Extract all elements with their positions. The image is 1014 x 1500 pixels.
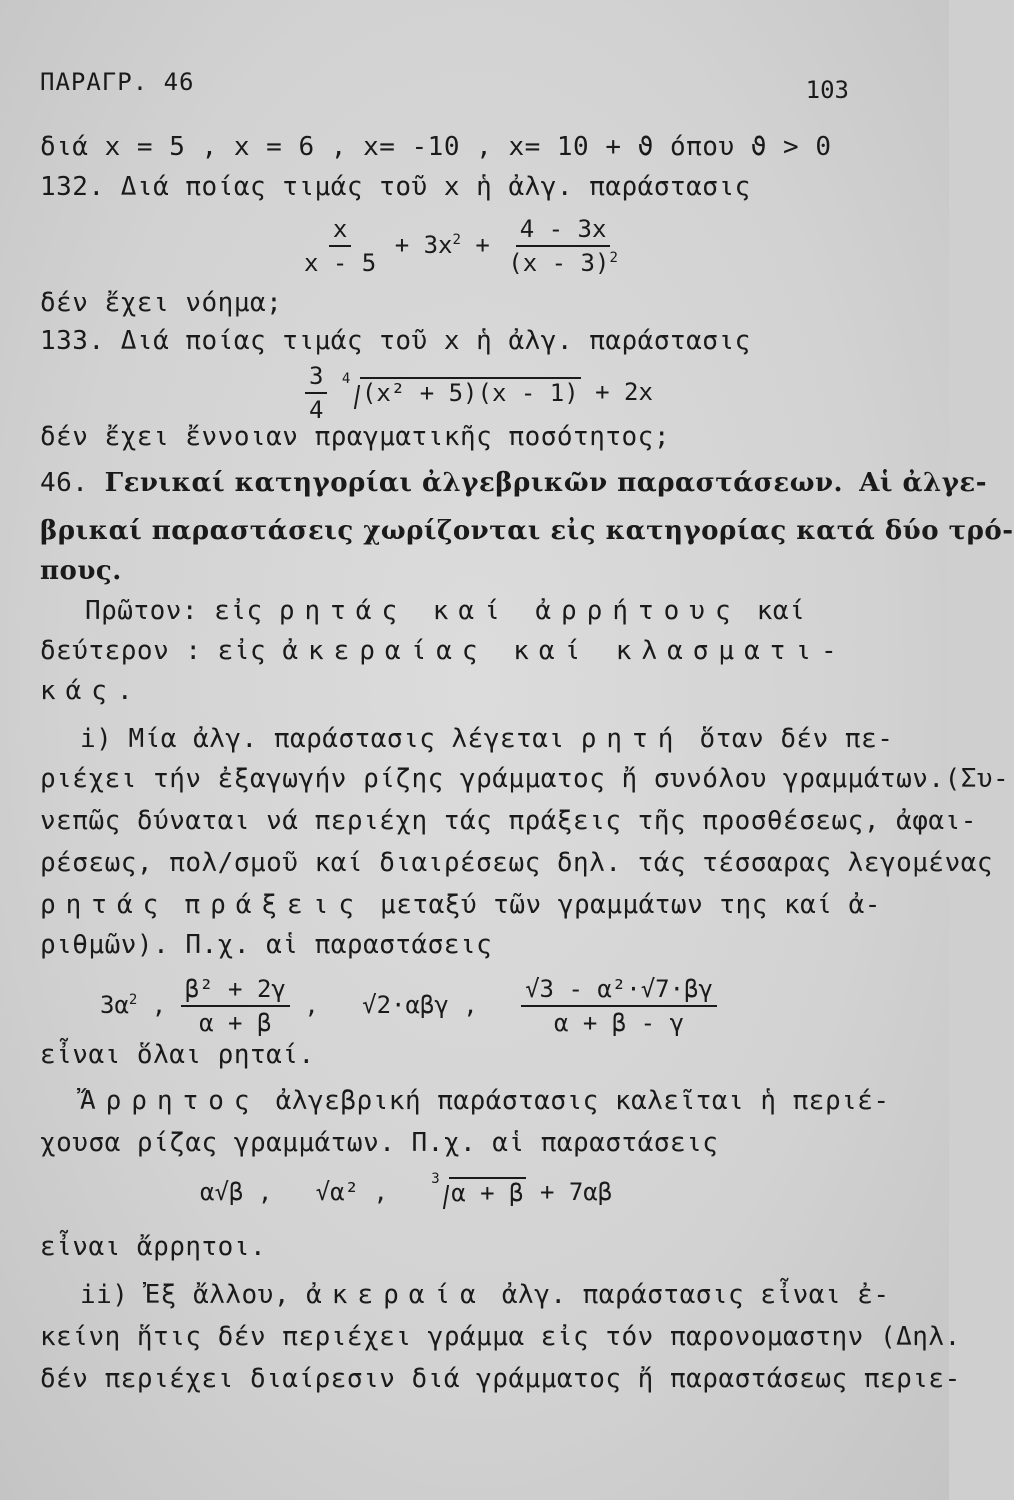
formula-132 — [300, 215, 622, 277]
numerator: β² + 2γ — [181, 975, 290, 1007]
text-fragment: ἀλγεβρική παράστασις καλεῖται ἡ περιέ- — [275, 1086, 890, 1116]
text-line — [80, 1280, 890, 1310]
root-index: 3 — [431, 1171, 440, 1187]
exponent: 2 — [609, 250, 618, 266]
text-fragment: i) Μία ἀλγ. παράστασις λέγεται — [80, 724, 565, 754]
text-line: δέν ἔχει ἔννοιαν πραγματικῆς ποσότητος; — [40, 422, 670, 452]
emphasized-term: ρητάς καί ἀρρήτους — [278, 596, 741, 626]
fraction — [521, 975, 717, 1037]
irrational-examples: α√β , √α² , 3 α + β + 7αβ — [200, 1171, 613, 1207]
text-line — [40, 636, 847, 666]
text-fragment: μεταξύ τῶν γραμμάτων της καί ἀ- — [380, 890, 881, 920]
text-fragment: Πρῶτον: εἰς — [85, 596, 263, 626]
text-line: κείνη ἥτις δέν περιέχει γράμμα εἰς τόν παρονομαστην (Δηλ. — [40, 1322, 961, 1352]
numerator: √3 - α²·√7·βγ — [521, 975, 717, 1007]
emphasized-term: Ἄρρητος — [80, 1086, 260, 1116]
term: √2·αβγ — [362, 991, 449, 1019]
term: √α² — [315, 1178, 359, 1206]
emphasized-term: πράξεις — [184, 890, 365, 920]
fraction — [305, 362, 327, 424]
text-line — [80, 1086, 890, 1116]
numerator: 4 - 3x — [516, 215, 611, 247]
text-line — [40, 890, 881, 920]
exponent: 2 — [128, 992, 138, 1008]
emphasized-term: ἀκεραίας καί κλασματι- — [282, 636, 847, 666]
denominator: α + β - γ — [553, 1009, 685, 1037]
section-title: Γενικαί κατηγορίαι ἀλγεβρικῶν παραστάσεων. — [104, 468, 844, 498]
radicand: α + β — [451, 1179, 524, 1207]
page-number: 103 — [805, 76, 849, 104]
denominator: 4 — [309, 396, 324, 424]
emphasized-term: ρητή — [580, 724, 684, 754]
emphasized-term: ρητάς — [40, 890, 169, 920]
text-line: πους. — [40, 556, 122, 586]
term: + 7αβ — [539, 1178, 613, 1206]
radicand: (x² + 5)(x - 1) — [361, 379, 579, 407]
term: 3α — [100, 991, 129, 1019]
text-fragment: καί — [756, 596, 806, 626]
fraction — [181, 975, 290, 1037]
text-line: διά x = 5 , x = 6 , x= -10 , x= 10 + ϑ όπου ϑ > 0 — [40, 132, 832, 162]
plus-sign: + — [475, 231, 490, 259]
emphasized-term: ἀκεραία — [306, 1280, 486, 1310]
root-index: 4 — [341, 371, 351, 387]
denominator: α + β — [199, 1009, 272, 1037]
term: + 2x — [595, 378, 653, 406]
numerator: x — [329, 215, 351, 247]
formula-133 — [305, 362, 653, 424]
text-line — [85, 596, 805, 626]
exponent: 2 — [452, 232, 461, 248]
text-fragment: δεύτερον : εἰς — [40, 636, 267, 666]
text-fragment: Αἱ ἀλγε- — [859, 468, 988, 498]
running-header: ΠΑΡΑΓΡ. 46 — [40, 68, 195, 96]
text-line: ριθμῶν). Π.χ. αἱ παραστάσεις — [40, 930, 493, 960]
text-line: κάς. — [40, 676, 143, 706]
term: + 3x — [394, 231, 453, 259]
fraction — [504, 215, 622, 277]
denominator: x - 5 — [304, 249, 377, 277]
text-line — [80, 724, 893, 754]
fraction — [300, 215, 380, 277]
numerator: 3 — [305, 362, 327, 394]
text-line: νεπῶς δύναται νά περιέχη τάς πράξεις τῆς προσθέσεως, ἀφαι- — [40, 806, 977, 836]
radical — [341, 371, 581, 407]
text-line: εἶναι ὅλαι ρηταί. — [40, 1040, 315, 1070]
text-line: βρικαί παραστάσεις χωρίζονται εἰς κατηγορίας κατά δύο τρό- — [40, 516, 1014, 546]
denominator-base: (x - 3) — [508, 249, 610, 277]
denominator — [504, 247, 622, 277]
text-line: δέν ἔχει νόημα; — [40, 288, 283, 318]
text-fragment: ii) Ἐξ ἄλλου, — [80, 1280, 290, 1310]
text-line: δέν περιέχει διαίρεσιν διά γράμματος ἤ παραστάσεως περιε- — [40, 1364, 961, 1394]
text-line: εἶναι ἄρρητοι. — [40, 1232, 267, 1262]
radical — [431, 1171, 525, 1207]
exercise-133: 133. Διά ποίας τιμάς τοῦ x ἡ ἀλγ. παράστασις — [40, 326, 751, 356]
text-line: ρέσεως, πολ/σμοῦ καί διαιρέσεως δηλ. τάς τέσσαρας λεγομένας — [40, 848, 994, 878]
text-fragment: ἀλγ. παράστασις εἶναι ἐ- — [501, 1280, 890, 1310]
text-line: ριέχει τήν ἐξαγωγήν ρίζης γράμματος ἤ συνόλου γραμμάτων.(Συ- — [40, 764, 1010, 794]
rational-examples: $3\alpha^2$ , $\frac{\text{β² + 2γ}}{\alpha + \beta}$ , √2·αβγ , $\frac{\text{√3 - α²·√7·βγ}}{\alpha + \beta - \gamma}$ — [100, 975, 717, 1037]
text-line: χουσα ρίζας γραμμάτων. Π.χ. αἱ παραστάσεις — [40, 1128, 719, 1158]
section-number: 46. — [40, 468, 89, 498]
section-46-heading-line — [40, 468, 987, 498]
text-fragment: ὅταν δέν πε- — [699, 724, 894, 754]
exercise-132: 132. Διά ποίας τιμάς τοῦ x ἡ ἀλγ. παράστασις — [40, 172, 751, 202]
term: α√β — [200, 1178, 244, 1206]
